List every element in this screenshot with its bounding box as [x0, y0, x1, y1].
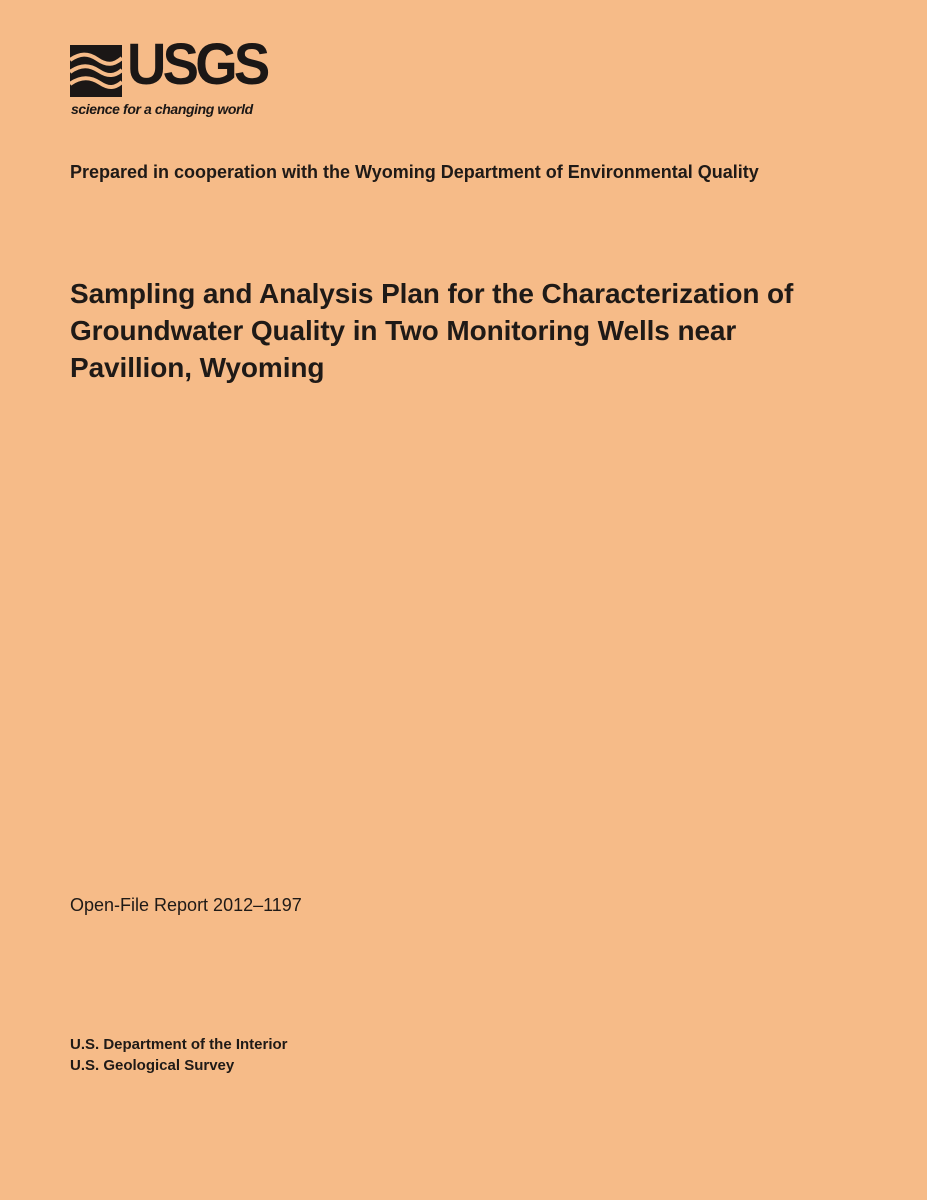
usgs-wave-icon — [70, 45, 122, 97]
department-name: U.S. Department of the Interior — [70, 1036, 288, 1053]
usgs-logo — [70, 32, 330, 123]
agency-block — [70, 1034, 288, 1076]
survey-name: U.S. Geological Survey — [70, 1057, 235, 1074]
report-number: Open-File Report 2012–1197 — [70, 895, 302, 915]
cooperation-statement: Prepared in cooperation with the Wyoming Department of Environmental Quality — [70, 162, 759, 182]
usgs-tagline: science for a changing world — [71, 101, 253, 117]
usgs-wordmark: USGS — [127, 32, 267, 97]
report-title: Sampling and Analysis Plan for the Characterization of Groundwater Quality in Two Monitoring Wells near Pavillion, Wyoming — [70, 277, 794, 383]
